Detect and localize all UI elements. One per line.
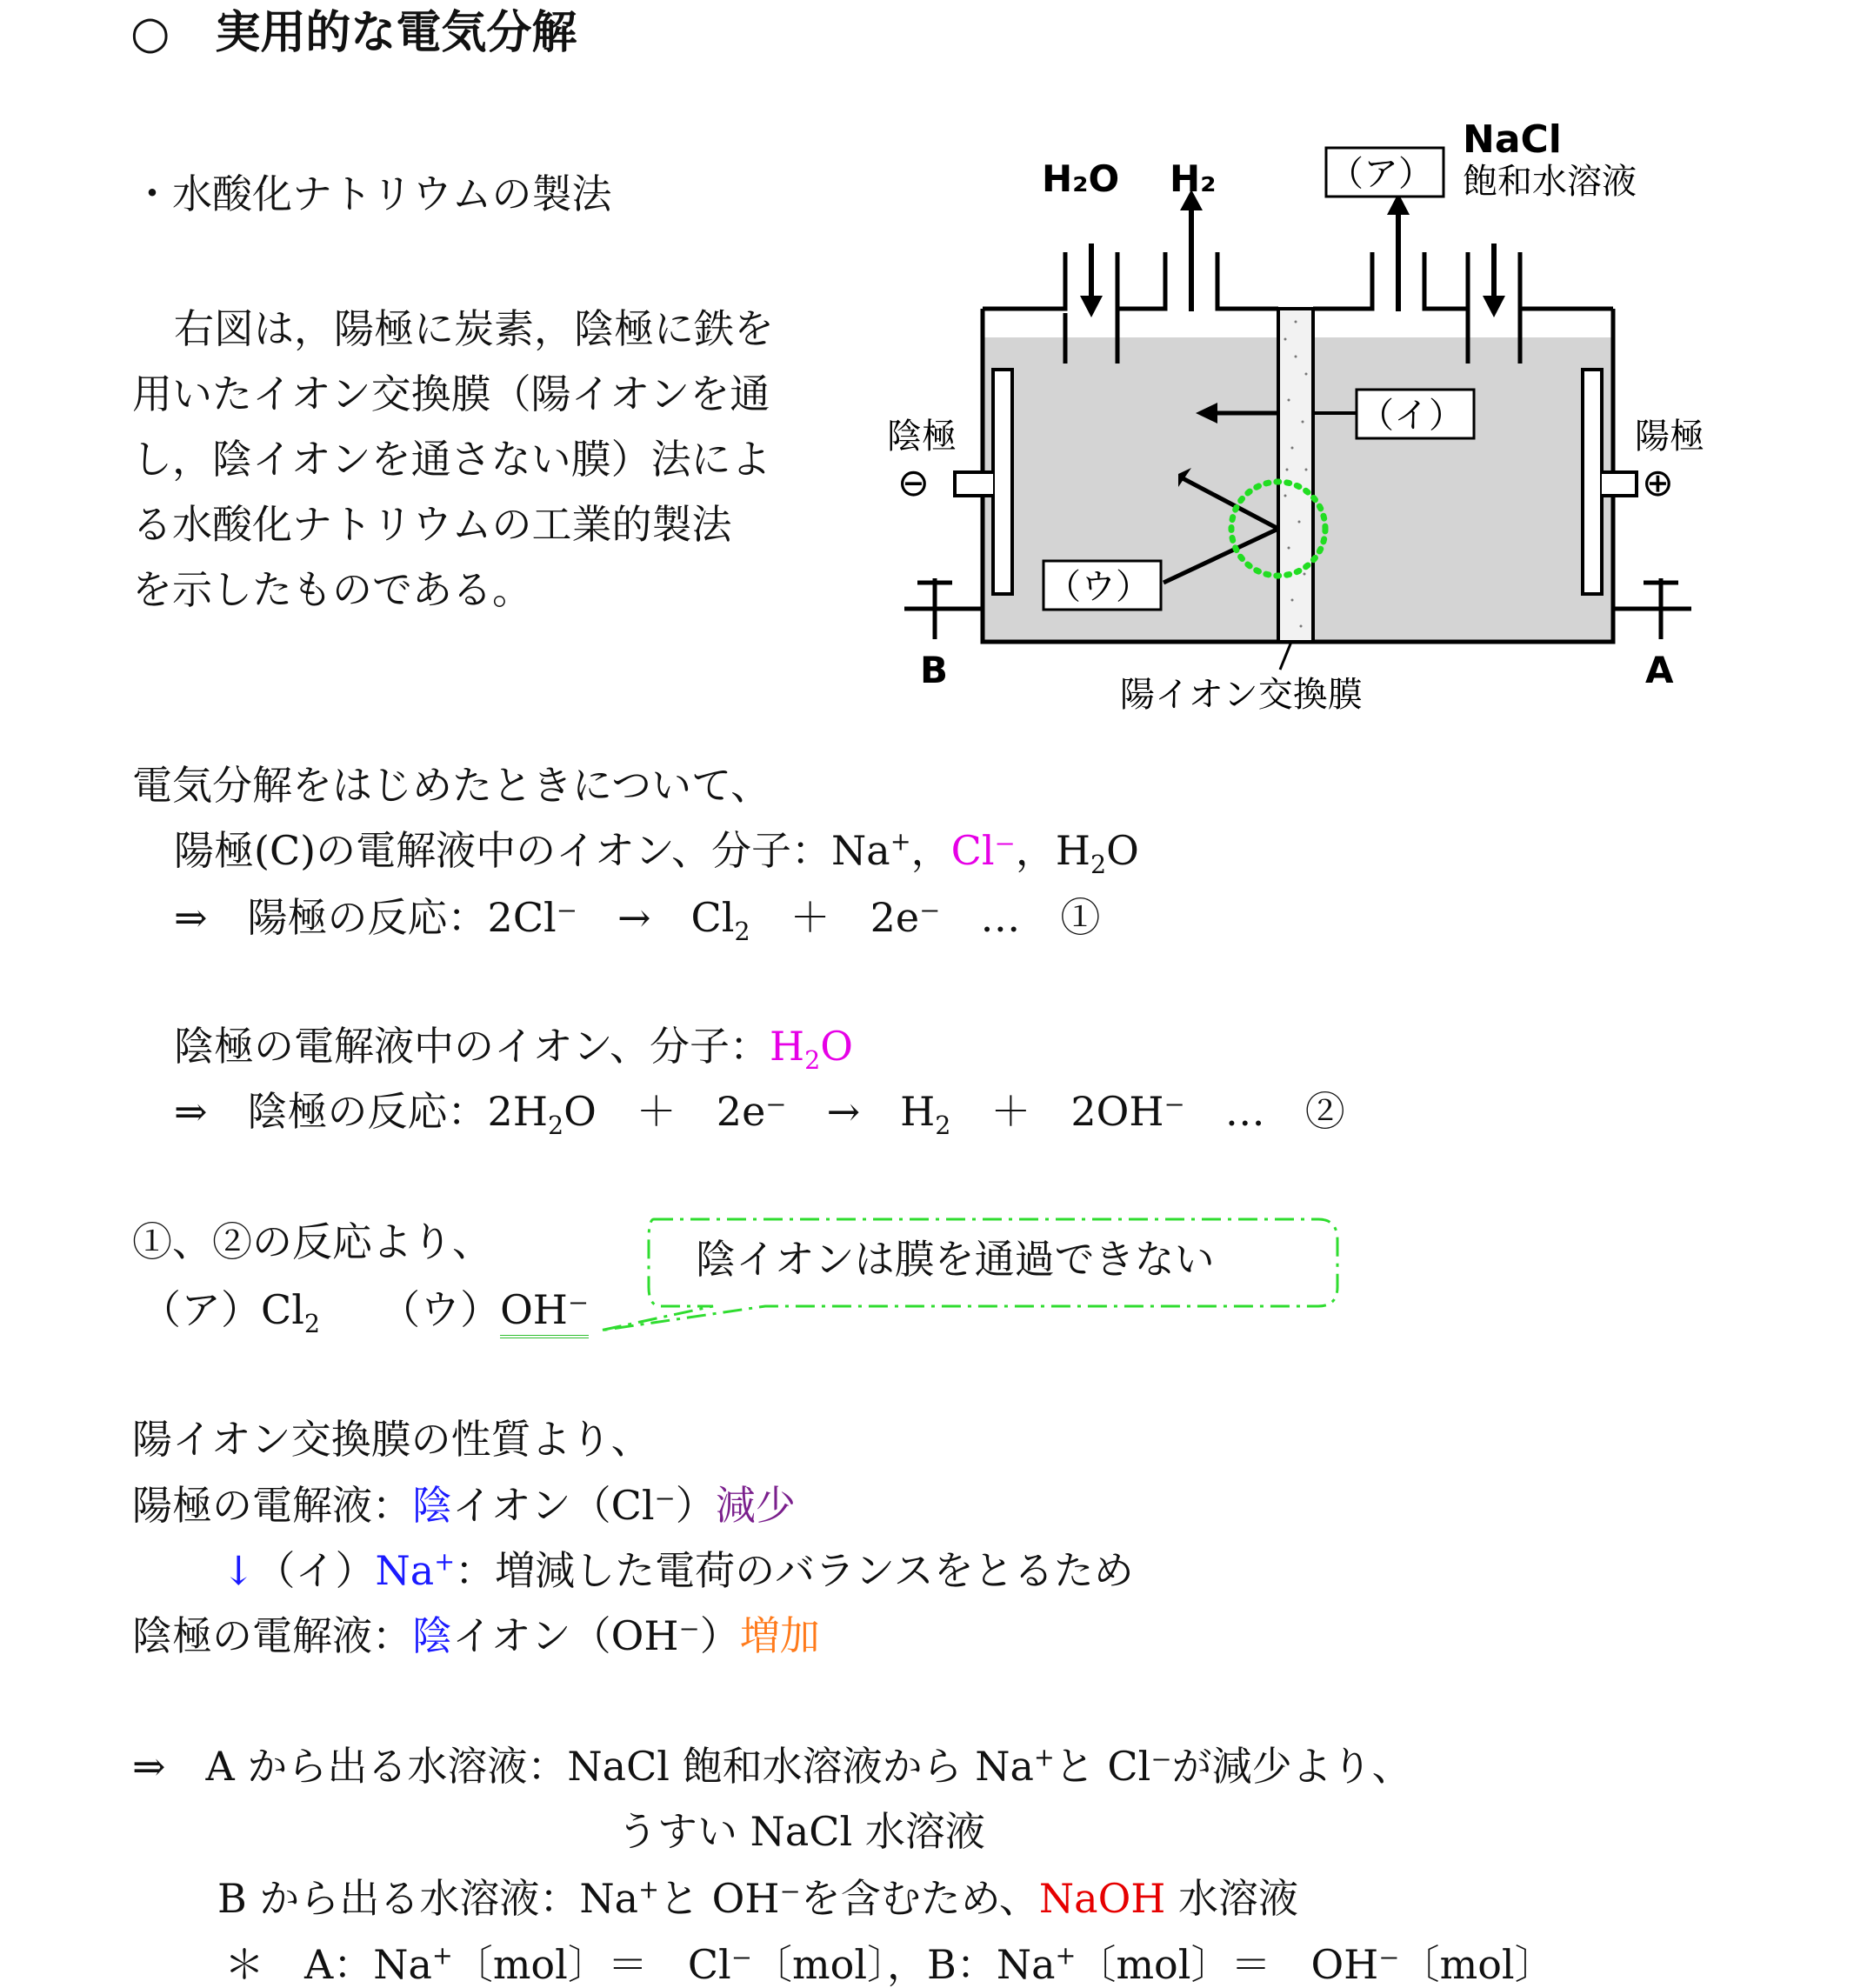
conclusion-a-line: ⇒ A から出る水溶液：NaCl 飽和水溶液から Na+と Cl⁻が減少より、 [132,1743,1412,1790]
section-heading: ・水酸化ナトリウムの製法 [132,170,612,217]
tank-lid [983,252,1065,309]
anode-plate [1583,370,1602,594]
label-u: （ウ） [1046,567,1150,607]
nacl-label: NaCl [1463,117,1562,162]
intro-line-3: し，陰イオンを通さない膜）法によ [132,436,771,483]
anode-reaction-line: ⇒ 陽極の反応：2Cl⁻ → $Cl_2$ ＋ 2e⁻ … ① [174,894,1101,947]
intro-line-2: 用いたイオン交換膜（陽イオンを通 [132,370,770,417]
minus-sign-icon: ⊖ [897,461,930,505]
callout-text: 陰イオンは膜を通過できない [696,1236,1215,1283]
conclusion-b-line: B から出る水溶液：Na+と OH⁻を含むため、NaOH 水溶液 [217,1875,1299,1922]
transfer-line: ↓（イ）Na+：増減した電荷のバランスをとるため [222,1547,1134,1594]
label-a: （ア） [1329,154,1433,194]
anode-label: 陽極 [1635,417,1704,457]
start-heading: 電気分解をはじめたときについて、 [132,762,771,809]
oh-answer: OH⁻ [500,1286,589,1338]
label-i: （イ） [1359,396,1464,436]
cathode-label: 陰極 [887,417,957,457]
intro-line-1: 右図は，陽極に炭素，陰極に鉄を [174,305,774,352]
nacl-in-arrow [1483,296,1505,317]
plus-sign-icon: ⊕ [1642,461,1674,505]
intro-line-4: る水酸化ナトリウムの工業的製法 [132,501,732,548]
footnote-line: ＊ A：Na+〔mol〕＝ Cl⁻〔mol〕，B：Na+〔mol〕＝ OH⁻〔mol〕 [224,1941,1555,1988]
anode-solution-line: 陽極の電解液：陰イオン（Cl⁻）減少 [132,1482,796,1529]
electrolysis-cell-diagram [887,113,1757,739]
h2-label: H₂ [1170,157,1217,200]
membrane-label: 陽イオン交換膜 [1120,675,1363,715]
intro-line-5: を示したものである。 [132,566,532,613]
h2o-in-arrow [1080,296,1103,317]
h2o-label: H₂O [1042,157,1120,200]
saturated-solution-label: 飽和水溶液 [1463,162,1637,202]
cathode-plate [993,370,1012,594]
cathode-ions-line: 陰極の電解液中のイオン、分子：$H_2O$ [174,1023,853,1076]
outlet-b-label: B [920,649,949,691]
outlet-a-label: A [1645,649,1674,691]
down-arrow-icon: ↓ [222,1547,256,1594]
membrane-property-heading: 陽イオン交換膜の性質より、 [132,1416,651,1463]
cathode-solution-line: 陰極の電解液：陰イオン（OH⁻）増加 [132,1612,820,1659]
from-reactions-line: ①、②の反応より、 [132,1218,492,1265]
ion-exchange-membrane [1278,309,1313,642]
anode-ions-line: 陽極(C)の電解液中のイオン、分子：Na+，Cl⁻，$H_2O$ [174,827,1139,880]
conclusion-a-line-2: うすい NaCl 水溶液 [617,1808,985,1855]
answers-line: （ア）$Cl_2$ （ウ）OH⁻ [141,1286,590,1339]
page-title: ○ 実用的な電気分解 [130,7,577,59]
cathode-reaction-line: ⇒ 陰極の反応：$2H_2O$ ＋ 2e⁻ → $H_2$ ＋ 2OH⁻ … ② [174,1088,1345,1141]
